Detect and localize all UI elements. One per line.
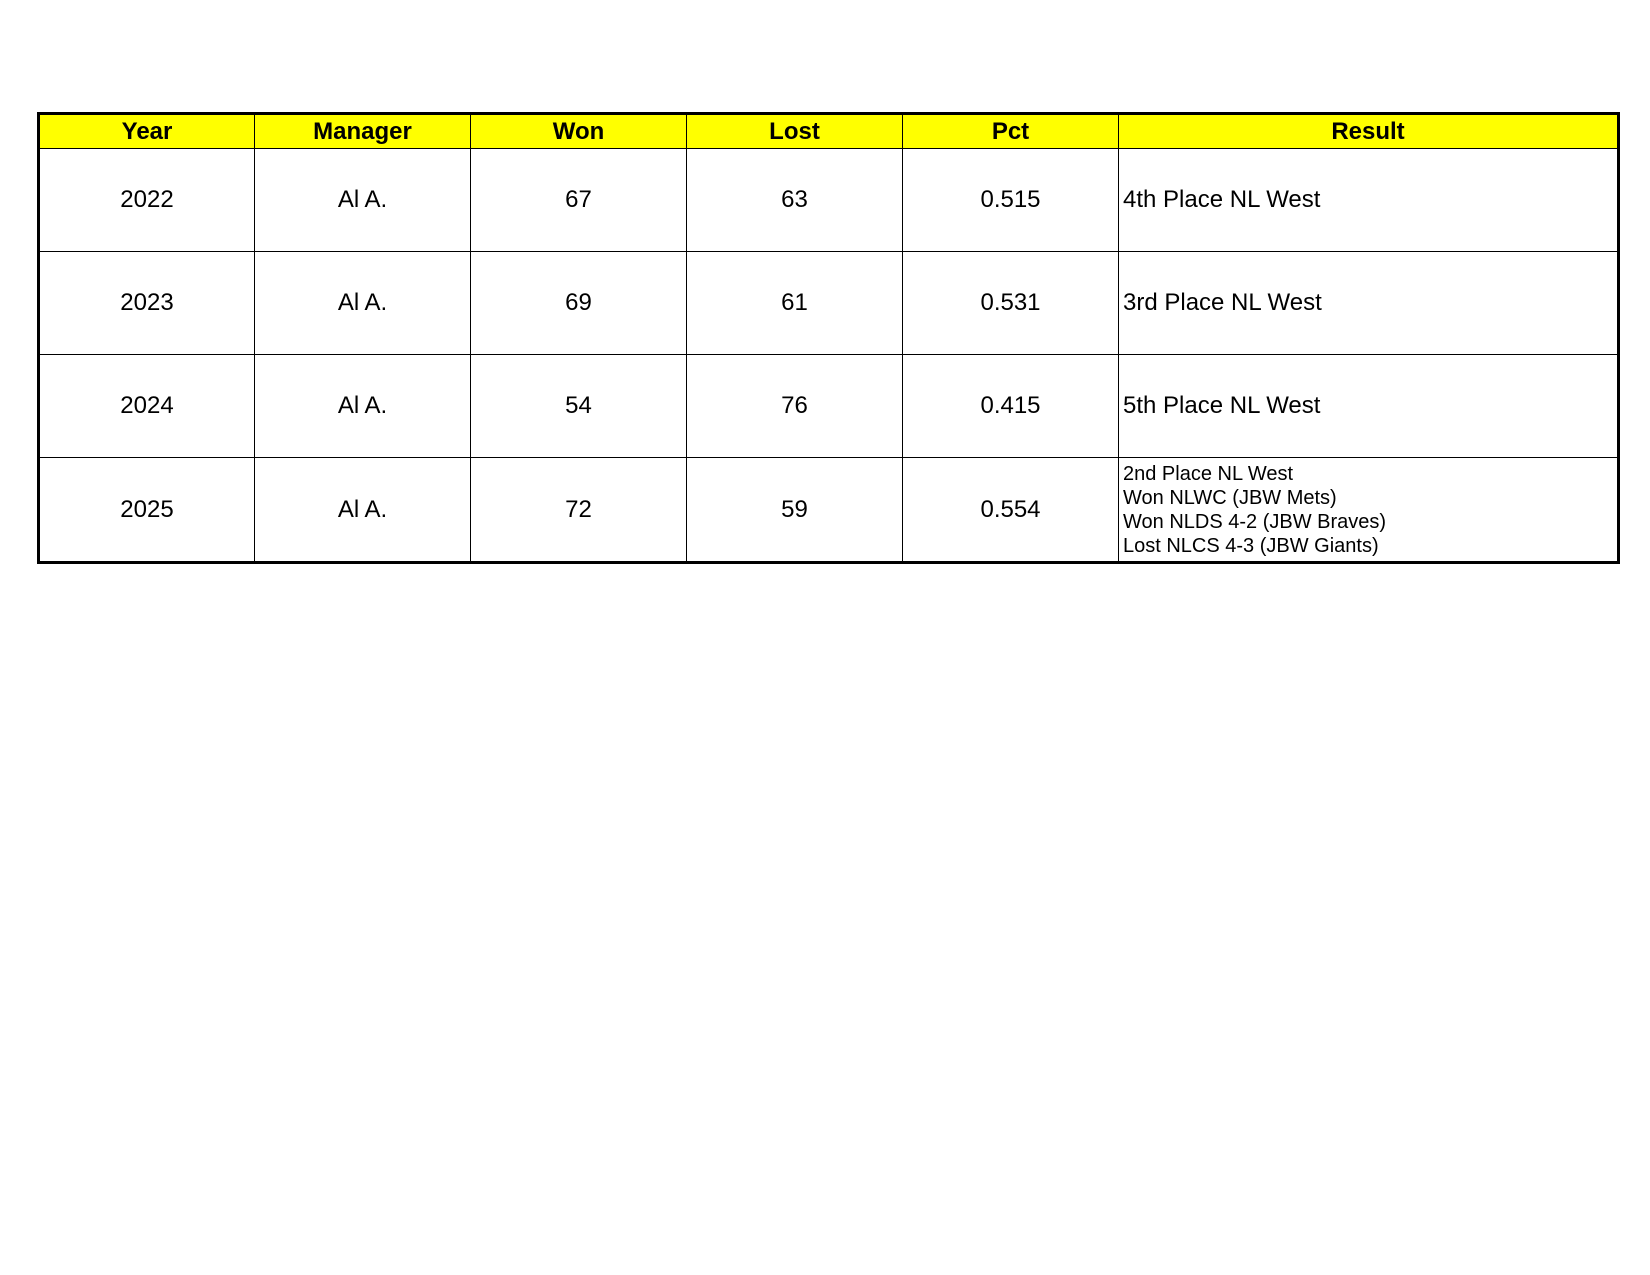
cell-result — [1119, 458, 1619, 563]
cell-pct: 0.531 — [903, 252, 1119, 355]
result-line: Won NLWC (JBW Mets) — [1123, 486, 1337, 509]
cell-manager: Al A. — [255, 252, 471, 355]
result-line: Lost NLCS 4-3 (JBW Giants) — [1123, 534, 1379, 557]
header-lost: Lost — [687, 114, 903, 149]
cell-result: 3rd Place NL West — [1119, 252, 1619, 355]
cell-pct: 0.415 — [903, 355, 1119, 458]
cell-lost: 76 — [687, 355, 903, 458]
cell-lost: 63 — [687, 149, 903, 252]
result-line: Won NLDS 4-2 (JBW Braves) — [1123, 510, 1387, 533]
cell-result: 4th Place NL West — [1119, 149, 1619, 252]
cell-manager: Al A. — [255, 149, 471, 252]
table-row — [39, 458, 1619, 563]
cell-lost: 61 — [687, 252, 903, 355]
cell-won: 67 — [471, 149, 687, 252]
cell-pct: 0.554 — [903, 458, 1119, 563]
header-pct: Pct — [903, 114, 1119, 149]
cell-won: 72 — [471, 458, 687, 563]
cell-won: 54 — [471, 355, 687, 458]
cell-manager: Al A. — [255, 458, 471, 563]
header-won: Won — [471, 114, 687, 149]
cell-year: 2024 — [39, 355, 255, 458]
cell-result: 5th Place NL West — [1119, 355, 1619, 458]
result-line: 2nd Place NL West — [1123, 462, 1294, 485]
standings-table — [37, 112, 1620, 564]
header-manager: Manager — [255, 114, 471, 149]
cell-won: 69 — [471, 252, 687, 355]
cell-year: 2023 — [39, 252, 255, 355]
header-result: Result — [1119, 114, 1619, 149]
table-row — [39, 355, 1619, 458]
cell-lost: 59 — [687, 458, 903, 563]
header-year: Year — [39, 114, 255, 149]
table-row — [39, 252, 1619, 355]
cell-manager: Al A. — [255, 355, 471, 458]
cell-year: 2025 — [39, 458, 255, 563]
cell-year: 2022 — [39, 149, 255, 252]
table-row — [39, 149, 1619, 252]
header-row — [39, 114, 1619, 149]
cell-pct: 0.515 — [903, 149, 1119, 252]
